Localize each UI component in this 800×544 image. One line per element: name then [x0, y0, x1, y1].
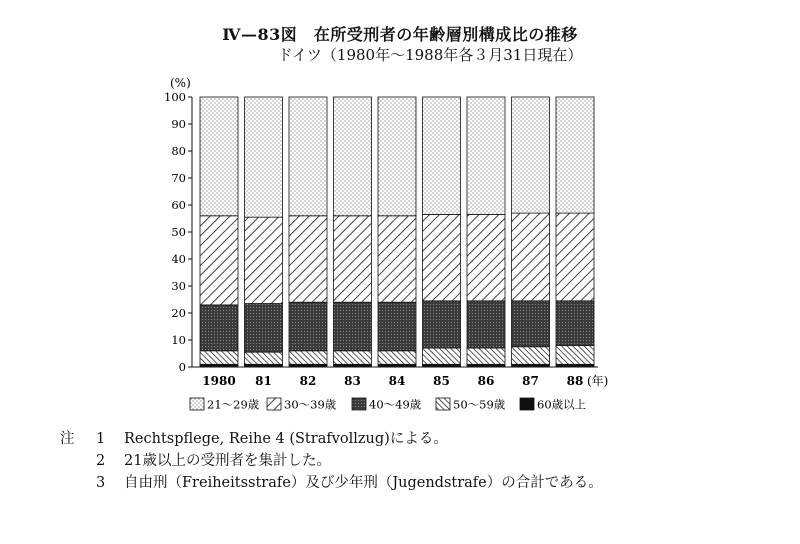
bar-segment: [467, 97, 505, 214]
bar-segment: [378, 97, 416, 216]
bar-segment: [378, 364, 416, 367]
legend-label: 21～29歳: [207, 397, 260, 412]
x-tick-label: 83: [344, 374, 361, 388]
legend-label: 50～59歳: [453, 397, 506, 412]
bar-segment: [200, 351, 238, 365]
legend-label: 60歳以上: [537, 397, 587, 412]
bar-segment: [512, 97, 550, 213]
y-tick-label: 20: [171, 306, 186, 320]
note-number: 3: [96, 475, 106, 491]
bar-segment: [245, 217, 283, 303]
bar-segment: [512, 213, 550, 301]
x-tick-label: 87: [522, 374, 539, 388]
bar-segment: [556, 364, 594, 367]
note-text: 21歳以上の受刑者を集計した。: [124, 453, 331, 469]
bar-segment: [245, 97, 283, 217]
bar-segment: [467, 364, 505, 367]
bar-segment: [423, 97, 461, 214]
bar-segment: [512, 301, 550, 347]
bar-segment: [334, 302, 372, 351]
chart-subtitle: ドイツ（1980年～1988年各３月31日現在）: [277, 46, 583, 64]
bar-segment: [334, 97, 372, 216]
bar-segment: [200, 216, 238, 305]
x-tick-label: 88: [566, 374, 584, 388]
bar-segment: [423, 364, 461, 367]
x-axis-unit-label: (年): [587, 374, 609, 388]
bar-segment: [289, 97, 327, 216]
bar-segment: [200, 305, 238, 351]
legend-swatch: [352, 398, 366, 410]
bar-segment: [245, 352, 283, 364]
x-tick-label: 82: [299, 374, 317, 388]
legend-label: 30～39歳: [284, 397, 337, 412]
legend-swatch: [190, 398, 204, 410]
y-tick-label: 50: [171, 225, 186, 239]
bar-segment: [334, 216, 372, 302]
bar-segment: [200, 364, 238, 367]
bar-segment: [556, 213, 594, 301]
y-axis-unit-label: (%): [170, 76, 191, 90]
bar-segment: [467, 301, 505, 348]
legend-swatch: [436, 398, 450, 410]
note-text: Rechtspflege, Reihe 4 (Strafvollzug)による。: [124, 431, 448, 447]
note-row-2: [60, 450, 603, 472]
note-number: 2: [96, 453, 106, 469]
bar-segment: [289, 216, 327, 302]
bar-segment: [245, 304, 283, 353]
y-tick-label: 70: [171, 171, 186, 185]
y-tick-label: 0: [178, 360, 186, 374]
legend-label: 40～49歳: [369, 397, 422, 412]
bar-segment: [423, 348, 461, 364]
y-tick-label: 80: [171, 144, 186, 158]
note-number: 1: [96, 431, 106, 447]
bar-segment: [378, 216, 416, 302]
chart-title: Ⅳ—83図 在所受刑者の年齢層別構成比の推移: [222, 25, 578, 44]
note-row-3: [60, 472, 603, 494]
y-tick-label: 60: [171, 198, 186, 212]
y-tick-label: 10: [171, 333, 186, 347]
bar-segment: [289, 351, 327, 365]
bar-segment: [200, 97, 238, 216]
x-tick-label: 85: [433, 374, 450, 388]
bar-segment: [556, 301, 594, 346]
bar-segment: [334, 364, 372, 367]
x-tick-label: 84: [388, 374, 406, 388]
bar-segment: [512, 347, 550, 365]
bar-segment: [556, 97, 594, 213]
bar-segment: [467, 348, 505, 364]
y-tick-label: 40: [171, 252, 186, 266]
legend-swatch: [267, 398, 281, 410]
y-tick-label: 90: [171, 117, 186, 131]
bar-segment: [423, 214, 461, 300]
bar-segment: [512, 364, 550, 367]
y-tick-label: 30: [171, 279, 186, 293]
x-tick-label: 1980: [202, 374, 236, 388]
y-tick-label: 100: [164, 90, 186, 104]
bar-segment: [378, 302, 416, 351]
bar-segment: [556, 345, 594, 364]
bar-segment: [289, 364, 327, 367]
x-tick-label: 81: [255, 374, 272, 388]
bar-segment: [334, 351, 372, 365]
bar-segment: [378, 351, 416, 365]
note-row-1: [60, 428, 603, 450]
bar-segment: [467, 214, 505, 300]
bar-segment: [245, 364, 283, 367]
note-text: 自由刑（Freiheitsstrafe）及び少年刑（Jugendstrafe）の合計である。: [124, 475, 603, 491]
bar-segment: [423, 301, 461, 348]
bar-segment: [289, 302, 327, 351]
notes-section: [60, 428, 603, 494]
legend-swatch: [520, 398, 534, 410]
notes-label: 注: [60, 431, 75, 447]
x-tick-label: 86: [477, 374, 495, 388]
